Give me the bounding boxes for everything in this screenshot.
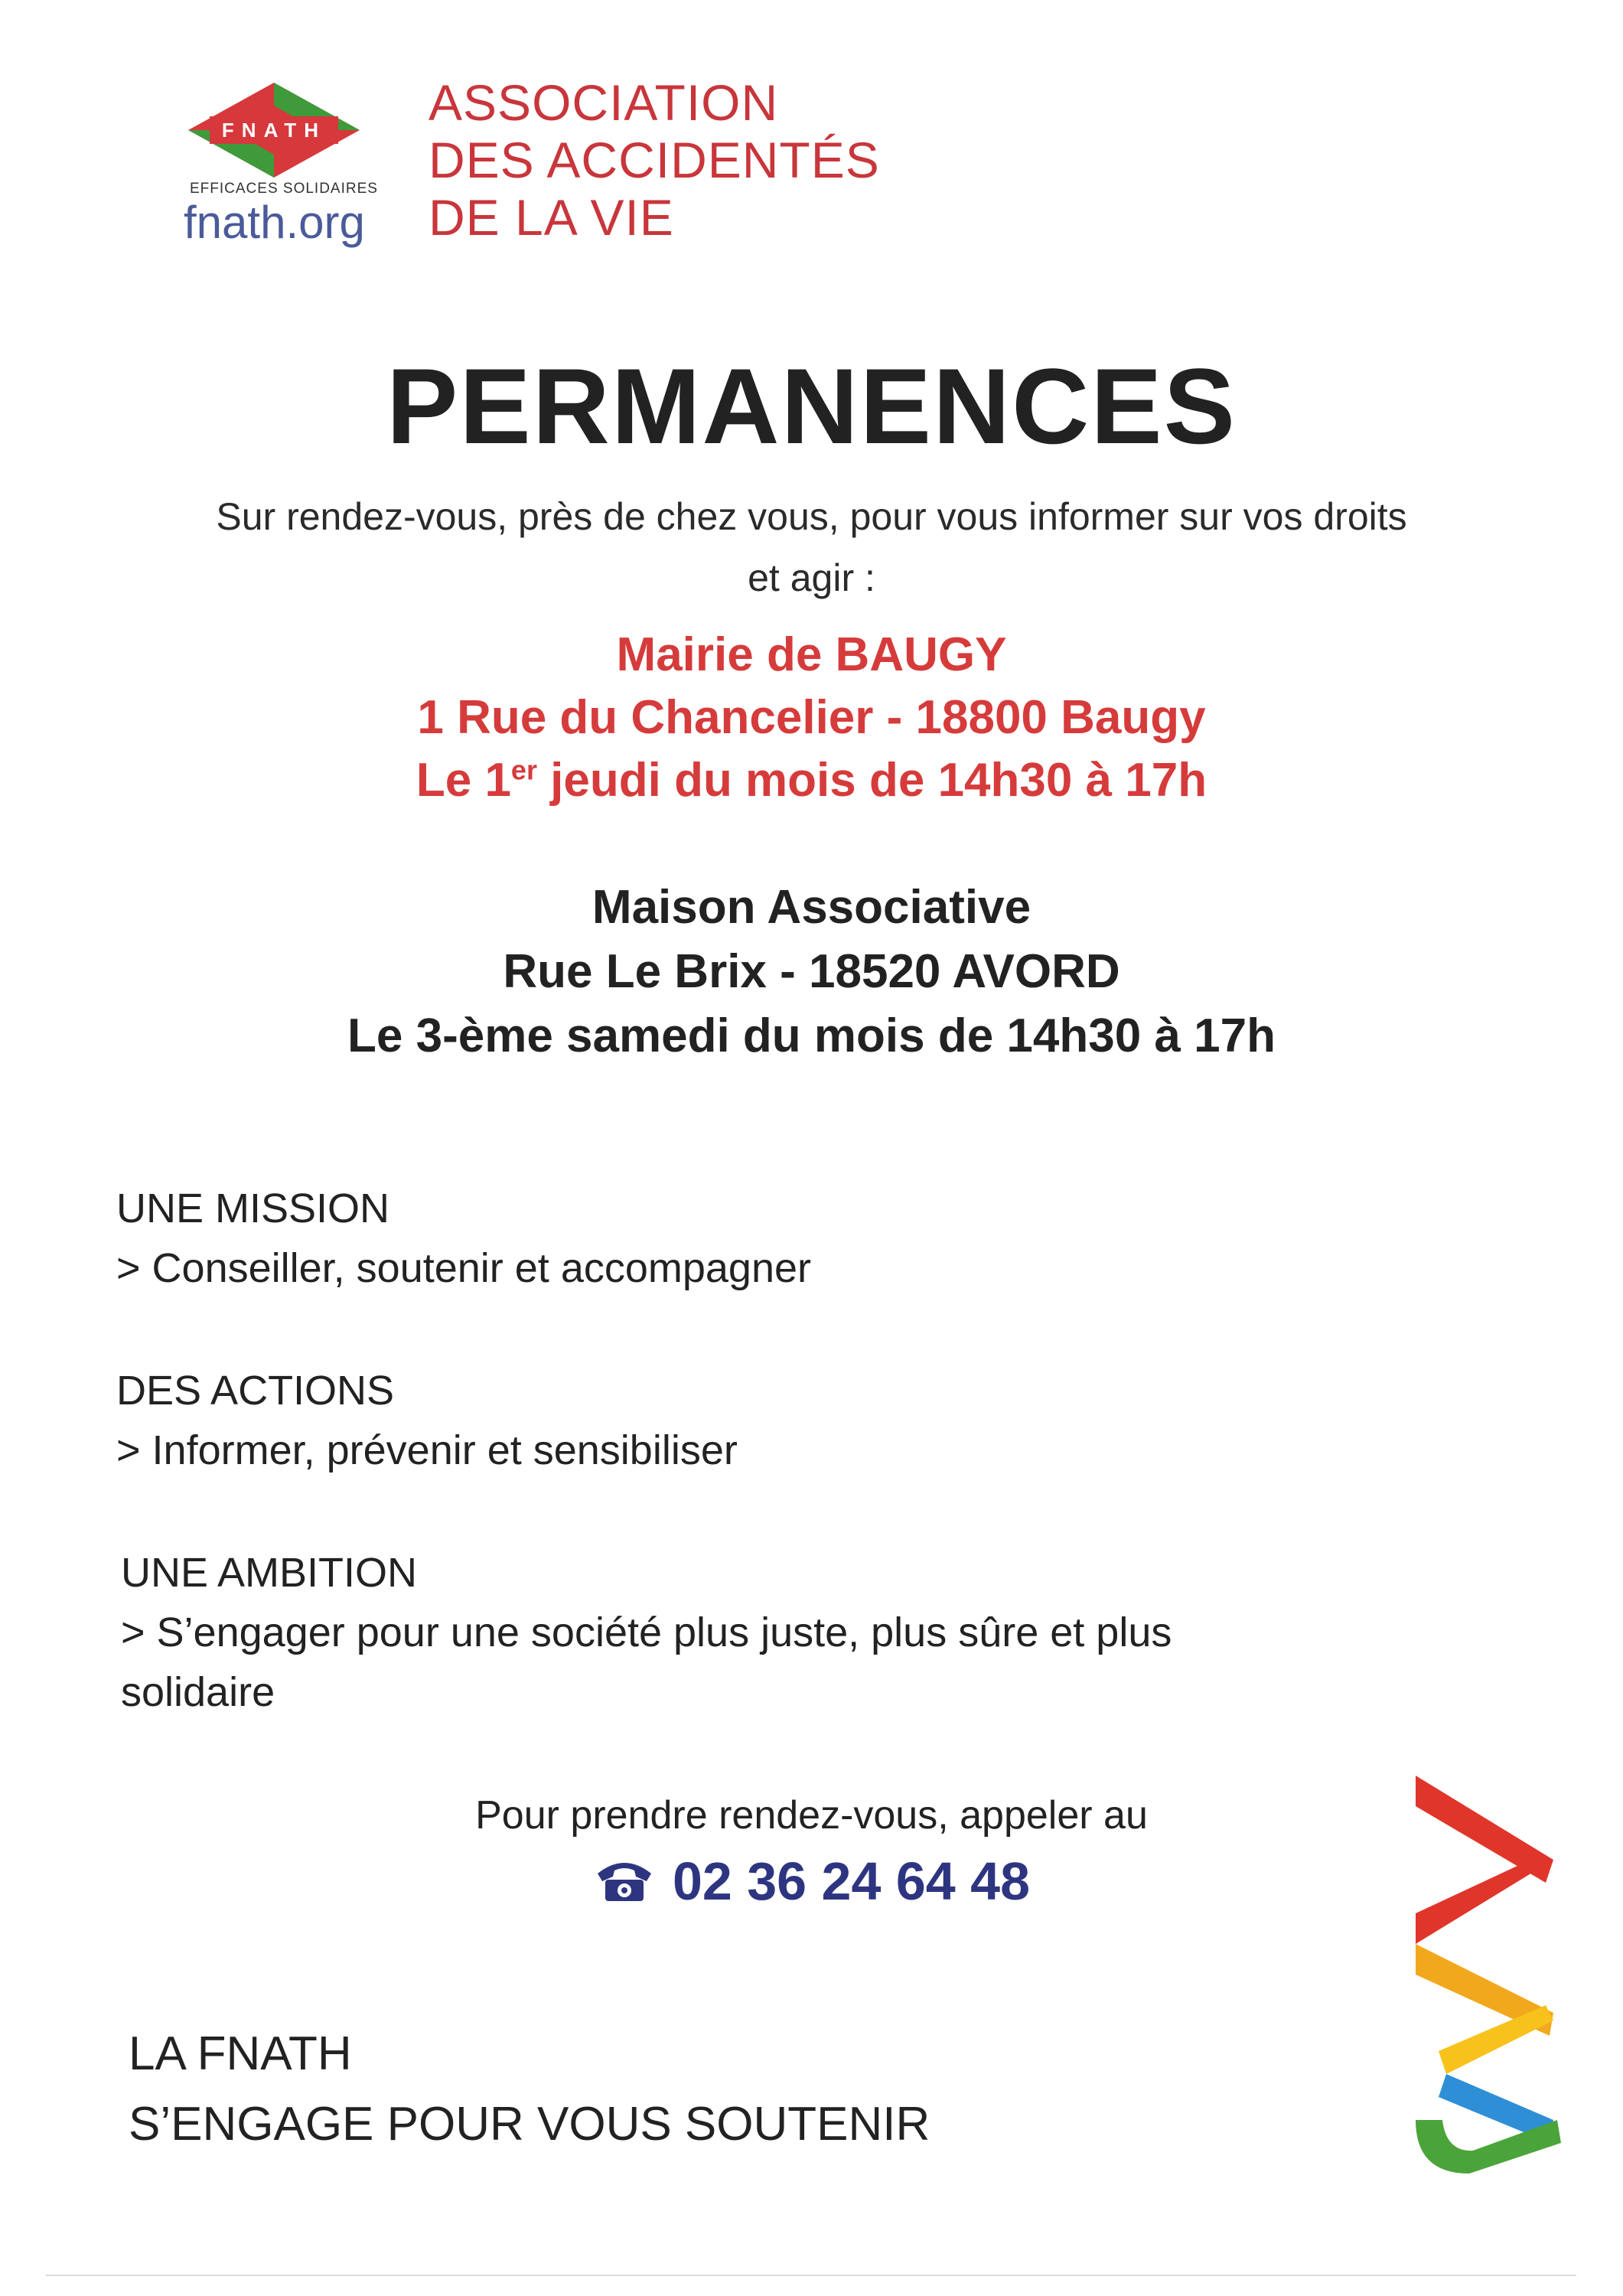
association-line-3: DE LA VIE xyxy=(429,189,674,246)
location1-address: 1 Rue du Chancelier - 18800 Baugy xyxy=(417,691,1206,744)
mission-text: > Conseiller, soutenir et accompagner xyxy=(116,1245,812,1291)
association-line-1: ASSOCIATION xyxy=(429,74,779,131)
ambition-text-line-1: > S’engager pour une société plus juste, plus sûre et plus xyxy=(121,1609,1172,1655)
location2-name: Maison Associative xyxy=(592,881,1031,934)
fnath-logo-icon xyxy=(182,77,366,184)
intro-line-1: Sur rendez-vous, près de chez vous, pour vous informer sur vos droits xyxy=(216,495,1407,538)
bottom-divider xyxy=(46,2275,1576,2276)
location1-schedule-suffix: jeudi du mois de 14h30 à 17h xyxy=(536,754,1207,807)
actions-title: DES ACTIONS xyxy=(116,1368,395,1414)
phone-number[interactable]: 02 36 24 64 48 xyxy=(672,1851,1031,1911)
logo-badge-text: FNATH xyxy=(221,119,327,142)
phone-row[interactable] xyxy=(0,1851,1623,1912)
chevron-stripes-icon xyxy=(1400,1760,1576,2189)
location1-schedule-prefix: Le 1 xyxy=(416,754,511,807)
ambition-text-line-2: solidaire xyxy=(121,1669,275,1715)
mission-title: UNE MISSION xyxy=(116,1186,390,1231)
appointment-label: Pour prendre rendez-vous, appeler au xyxy=(475,1793,1148,1838)
location2-schedule: Le 3-ème samedi du mois de 14h30 à 17h xyxy=(347,1009,1276,1062)
page-title: PERMANENCES xyxy=(386,346,1237,466)
phone-icon xyxy=(593,1857,656,1904)
location1-name: Mairie de BAUGY xyxy=(616,628,1007,681)
location2-address: Rue Le Brix - 18520 AVORD xyxy=(503,945,1120,998)
actions-text: > Informer, prévenir et sensibiliser xyxy=(116,1427,738,1473)
footer-line-2: S’ENGAGE POUR VOUS SOUTENIR xyxy=(129,2098,930,2151)
footer-line-1: LA FNATH xyxy=(129,2027,352,2080)
logo-tagline: EFFICACES SOLIDAIRES xyxy=(190,181,378,197)
logo-url: fnath.org xyxy=(184,197,365,248)
association-line-2: DES ACCIDENTÉS xyxy=(429,132,880,188)
intro-line-2: et agir : xyxy=(748,556,875,599)
location1-schedule xyxy=(0,753,1623,807)
ambition-title: UNE AMBITION xyxy=(121,1550,418,1596)
location1-schedule-sup: er xyxy=(510,754,537,786)
